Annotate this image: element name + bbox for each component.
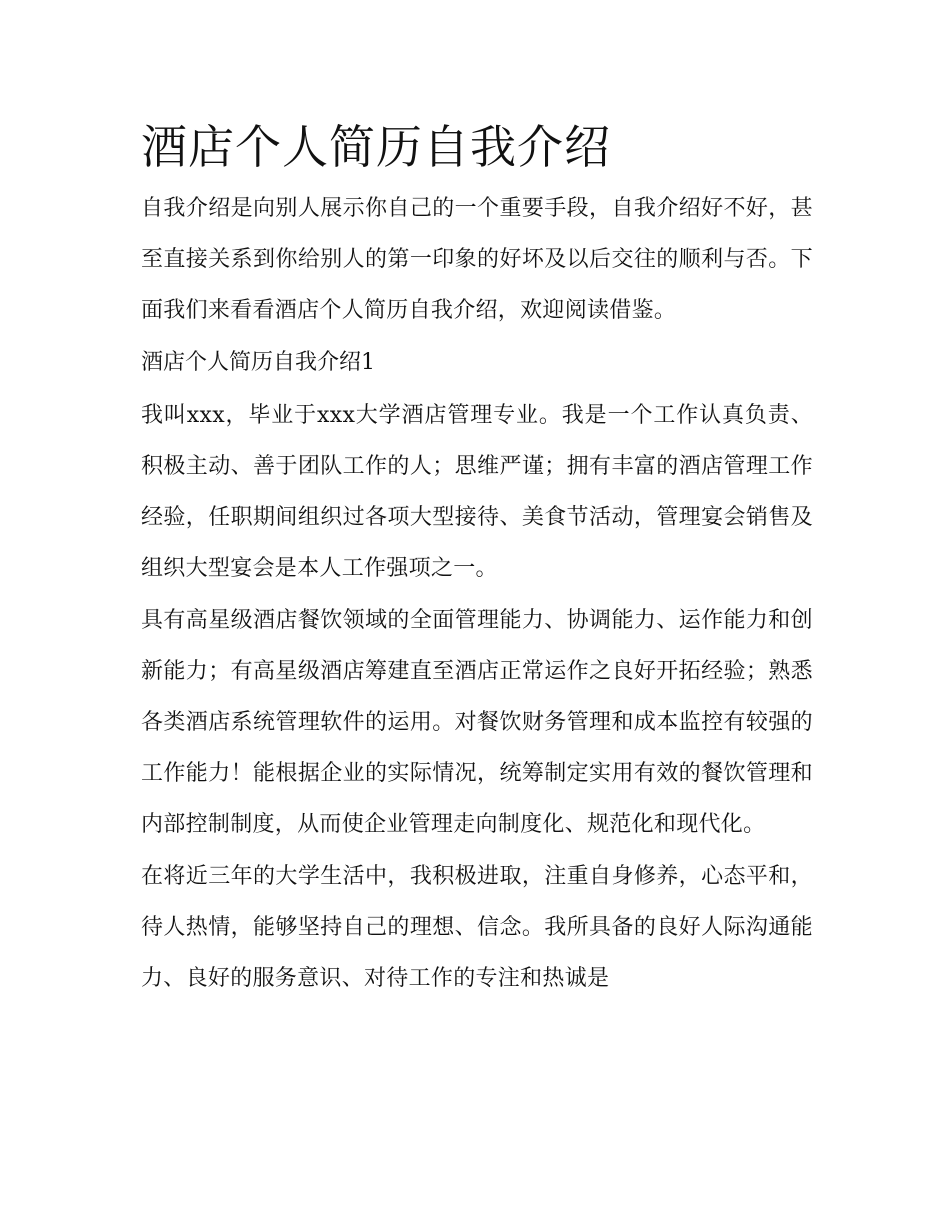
body-paragraph-3: 在将近三年的大学生活中，我积极进取，注重自身修养，心态平和，待人热情，能够坚持自己的理想、信念。我所具备的良好人际沟通能力、良好的服务意识、对待工作的专注和热诚是 bbox=[141, 864, 813, 991]
document-title: 酒店个人简历自我介绍 bbox=[141, 120, 611, 174]
section-heading: 酒店个人简历自我介绍1 bbox=[141, 350, 375, 376]
body-paragraph-2: 具有高星级酒店餐饮领域的全面管理能力、协调能力、运作能力和创新能力；有高星级酒店筹建直至酒店正常运作之良好开拓经验；熟悉各类酒店系统管理软件的运用。对餐饮财务管理和成本监控有较强的工作能力！能根据企业的实际情况，统筹制定实用有效的餐饮管理和内部控制制度，从而使企业管理走向制度化、规范化和现代化。 bbox=[141, 608, 813, 837]
document-page bbox=[141, 112, 813, 1007]
intro-paragraph: 自我介绍是向别人展示你自己的一个重要手段，自我介绍好不好，甚至直接关系到你给别人的第一印象的好坏及以后交往的顺利与否。下面我们来看看酒店个人简历自我介绍，欢迎阅读借鉴。 bbox=[141, 196, 813, 323]
body-paragraph-1: 我叫xxx，毕业于xxx大学酒店管理专业。我是一个工作认真负责、积极主动、善于团队工作的人；思维严谨；拥有丰富的酒店管理工作经验，任职期间组织过各项大型接待、美食节活动，管理宴会销售及组织大型宴会是本人工作强项之一。 bbox=[141, 403, 813, 581]
